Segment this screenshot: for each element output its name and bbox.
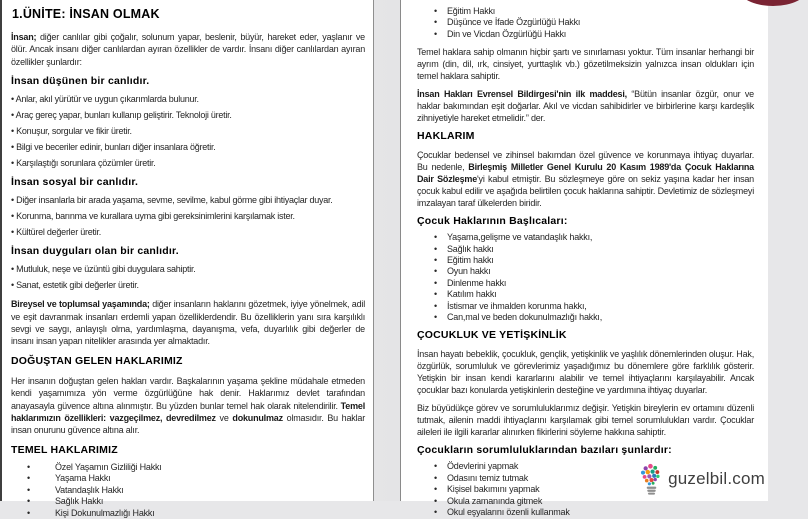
list-item: • Can,mal ve beden dokunulmazlığı hakkı, xyxy=(417,312,754,323)
body-text: Biz büyüdükçe görev ve sorumluluklarımız değişir. Yetişkin bireylerin ev ortamını düzenli tutmak, ailenin maddi ihtiyaçlarını karşılamak gibi temel sorumlulukları vardır. Çocuklar aileleri ile ilgili kararlar alınırken fikirlerini söyleme hakkına sahiptir. xyxy=(417,403,754,438)
bold-text: dokunulmaz xyxy=(232,413,283,424)
bullet-line: • Diğer insanlarla bir arada yaşama, sevme, sevilme, kabul görme gibi ihtiyaçlar duyar. xyxy=(11,195,333,206)
logo-text: guzelbil.com xyxy=(668,469,765,488)
list-item: • Kişi Dokunulmazlığı Hakkı xyxy=(11,508,365,519)
paragraph xyxy=(417,348,754,396)
body-text: İnsan hayatı bebeklik, çocukluk, gençlik, yetişkinlik ve yaşlılık dönemlerinden oluşur. Hak, özgürlük, sorumluluk ve görevlerimiz yaşadığımız bu dönemlere göre farklılık gösterir. Yetişkin bir insan kendi kararlarını alabilir ve temel ihtiyaçlarını karşılayabilir. Ancak çocuklar bazı konularda yetişkinlerin desteğine ve yardımına ihtiyaç duyarlar. xyxy=(417,349,754,396)
bullet-line: • Karşılaştığı sorunlara çözümler üretir. xyxy=(11,158,156,169)
guzelbil-logo xyxy=(638,462,765,496)
bold-text: Birleşmiş Milletler Genel Kurulu 20 Kasım 1989'da Çocuk Haklarına Dair Sözleşme xyxy=(417,162,754,185)
section-heading: ÇOCUKLUK VE YETİŞKİNLİK xyxy=(417,329,567,342)
body-text: diğer canlılar gibi çoğalır, solunum yapar, beslenir, büyür, hareket eder, yaşlanır ve ölür. Ancak insanı diğer canlılardan ayıran özellikler de vardır. İnsanı diğer canlılardan ayıran özellikler şunlardır: xyxy=(11,32,365,67)
left-column-content xyxy=(11,31,365,519)
list-item: • Özel Yaşamın Gizliliği Hakkı xyxy=(11,462,365,473)
list-item: • Sağlık hakkı xyxy=(417,244,754,255)
list-item: • Dinlenme hakkı xyxy=(417,278,754,289)
section-heading: İnsan sosyal bir canlıdır. xyxy=(11,176,139,189)
section-heading: TEMEL HAKLARIMIZ xyxy=(11,443,118,456)
list-item: • Yaşama,gelişme ve vatandaşlık hakkı, xyxy=(417,232,754,243)
bullet-line: • Konuşur, sorgular ve fikir üretir. xyxy=(11,126,132,137)
bullet-list xyxy=(417,232,754,323)
section-heading: İnsan düşünen bir canlıdır. xyxy=(11,75,150,88)
body-text: “Bütün insanlar özgür, onur ve haklar bakımından eşit doğarlar. Akıl ve vicdan sahibidirler ve birbirlerine karşı kardeşlik zihniyetiyle hareket etmelidir.” der. xyxy=(417,89,754,124)
list-item: • Kişisel bakımını yapmak xyxy=(417,484,754,495)
bullet-line: • Kültürel değerler üretir. xyxy=(11,227,101,238)
section-heading: DOĞUŞTAN GELEN HAKLARIMIZ xyxy=(11,354,183,367)
list-item: • Vatandaşlık Hakkı xyxy=(11,485,365,496)
section-heading: Çocukların sorumluluklarından bazıları şunlardır: xyxy=(417,444,672,457)
bullet-line: • Araç gereç yapar, bunları kullanıp geliştirir. Teknoloji üretir. xyxy=(11,110,232,121)
body-text: 'yi kabul etmiştir. Bu sözleşmeye göre on sekiz yaşına kadar her insan çocuk kabul edilir ve aşağıda belirtilen çocuk haklarına sahiptir. Devletimiz de sözleşmeyi imzalayan taraf ülkelerden biridir. xyxy=(417,174,754,209)
bullet-list xyxy=(417,6,754,40)
bold-text: Bireysel ve toplumsal yaşamında; xyxy=(11,299,150,310)
body-text: olmasıdır. Bu haklar insan onurunu güvence altına alır. xyxy=(11,413,365,436)
list-item: • Yaşama Hakkı xyxy=(11,473,365,484)
body-text: Çocuklar bedensel ve zihinsel bakımdan özel güvence ve korunmaya ihtiyaç duyarlar. Bu nedenle, xyxy=(417,150,754,173)
paragraph xyxy=(417,46,754,82)
page-title: 1.ÜNİTE: İNSAN OLMAK xyxy=(12,7,160,21)
body-text: Temel haklara sahip olmanın hiçbir şartı ve sınırlaması yoktur. Tüm insanlar herhangi bir ayrım (din, dil, ırk, cinsiyet, yurttaşlık vb.) gözetilmeksizin yalnızca insan oldukları için temel haklara sahiptir. xyxy=(417,47,754,82)
body-text: Her insanın doğuştan gelen hakları vardır. Başkalarının yaşama şekline müdahale etmeden kendi yaşamımıza yön verme özgürlüğüne hak denir. Haklarımız devlet tarafından anayasayla güvence altına alınmıştır. Bu yüzden bunlar temel hak olarak nitelendirilir. xyxy=(11,375,365,411)
bullet-line: • Sanat, estetik gibi değerler üretir. xyxy=(11,280,139,291)
list-item: • Ödevlerini yapmak xyxy=(417,461,754,472)
bullet-line: • Anlar, akıl yürütür ve uygun çıkarımlarda bulunur. xyxy=(11,94,199,105)
bullet-group xyxy=(11,263,365,291)
list-item: • Din ve Vicdan Özgürlüğü Hakkı xyxy=(417,29,754,40)
bullet-group xyxy=(11,93,365,169)
list-item: • İstismar ve ihmalden korunma hakkı, xyxy=(417,301,754,312)
paragraph xyxy=(11,31,365,68)
bold-text: Temel haklarımızın özellikleri: vazgeçilmez, devredilmez xyxy=(11,400,365,424)
section-heading: HAKLARIM xyxy=(417,130,475,143)
paragraph xyxy=(417,88,754,124)
body-text: diğer insanların haklarını gözetmek, iyiye yönelmek, adil ve eşit davranmak insanları erdemli yapan özelliklerdendir. Bu özelliklerin yanı sıra karşılıklı sevgi ve saygı, anlayışlı olma, yardımlaşma, dayanışma, vefa, duyarlılık gibi değerler de insanı insan yapan nitelikler arasında yer almaktadır. xyxy=(11,299,365,347)
lightbulb-icon xyxy=(638,462,665,496)
list-item: • Eğitim hakkı xyxy=(417,255,754,266)
list-item: • Okula zamanında gitmek xyxy=(417,496,754,507)
right-column-content xyxy=(417,6,754,519)
body-text: ve xyxy=(215,413,233,424)
bullet-list xyxy=(11,462,365,519)
list-item: • Okul eşyalarını özenli kullanmak xyxy=(417,507,754,518)
bold-text: İnsan Hakları Evrensel Bildirgesi'nin ilk maddesi, xyxy=(417,89,627,100)
bullet-group xyxy=(11,194,365,238)
paragraph xyxy=(11,298,365,348)
bullet-line: • Bilgi ve beceriler edinir, bunları diğer insanlara öğretir. xyxy=(11,142,216,153)
list-item: • Katılım hakkı xyxy=(417,289,754,300)
bold-text: İnsan; xyxy=(11,32,37,42)
list-item: • Eğitim Hakkı xyxy=(417,6,754,17)
bullet-line: • Mutluluk, neşe ve üzüntü gibi duygulara sahiptir. xyxy=(11,264,196,275)
paragraph xyxy=(11,375,365,437)
section-heading: Çocuk Haklarının Başlıcaları: xyxy=(417,215,568,228)
list-item: • Düşünce ve İfade Özgürlüğü Hakkı xyxy=(417,17,754,28)
paragraph xyxy=(417,149,754,209)
page-left xyxy=(0,0,374,518)
list-item: • Odasını temiz tutmak xyxy=(417,473,754,484)
list-item: • Sağlık Hakkı xyxy=(11,496,365,507)
list-item: • Oyun hakkı xyxy=(417,266,754,277)
section-heading: İnsan duyguları olan bir canlıdır. xyxy=(11,245,179,258)
bullet-line: • Korunma, barınma ve kurallara uyma gibi gereksinimlerini karşılamak ister. xyxy=(11,211,295,222)
paragraph xyxy=(417,402,754,438)
page-right xyxy=(400,0,768,518)
